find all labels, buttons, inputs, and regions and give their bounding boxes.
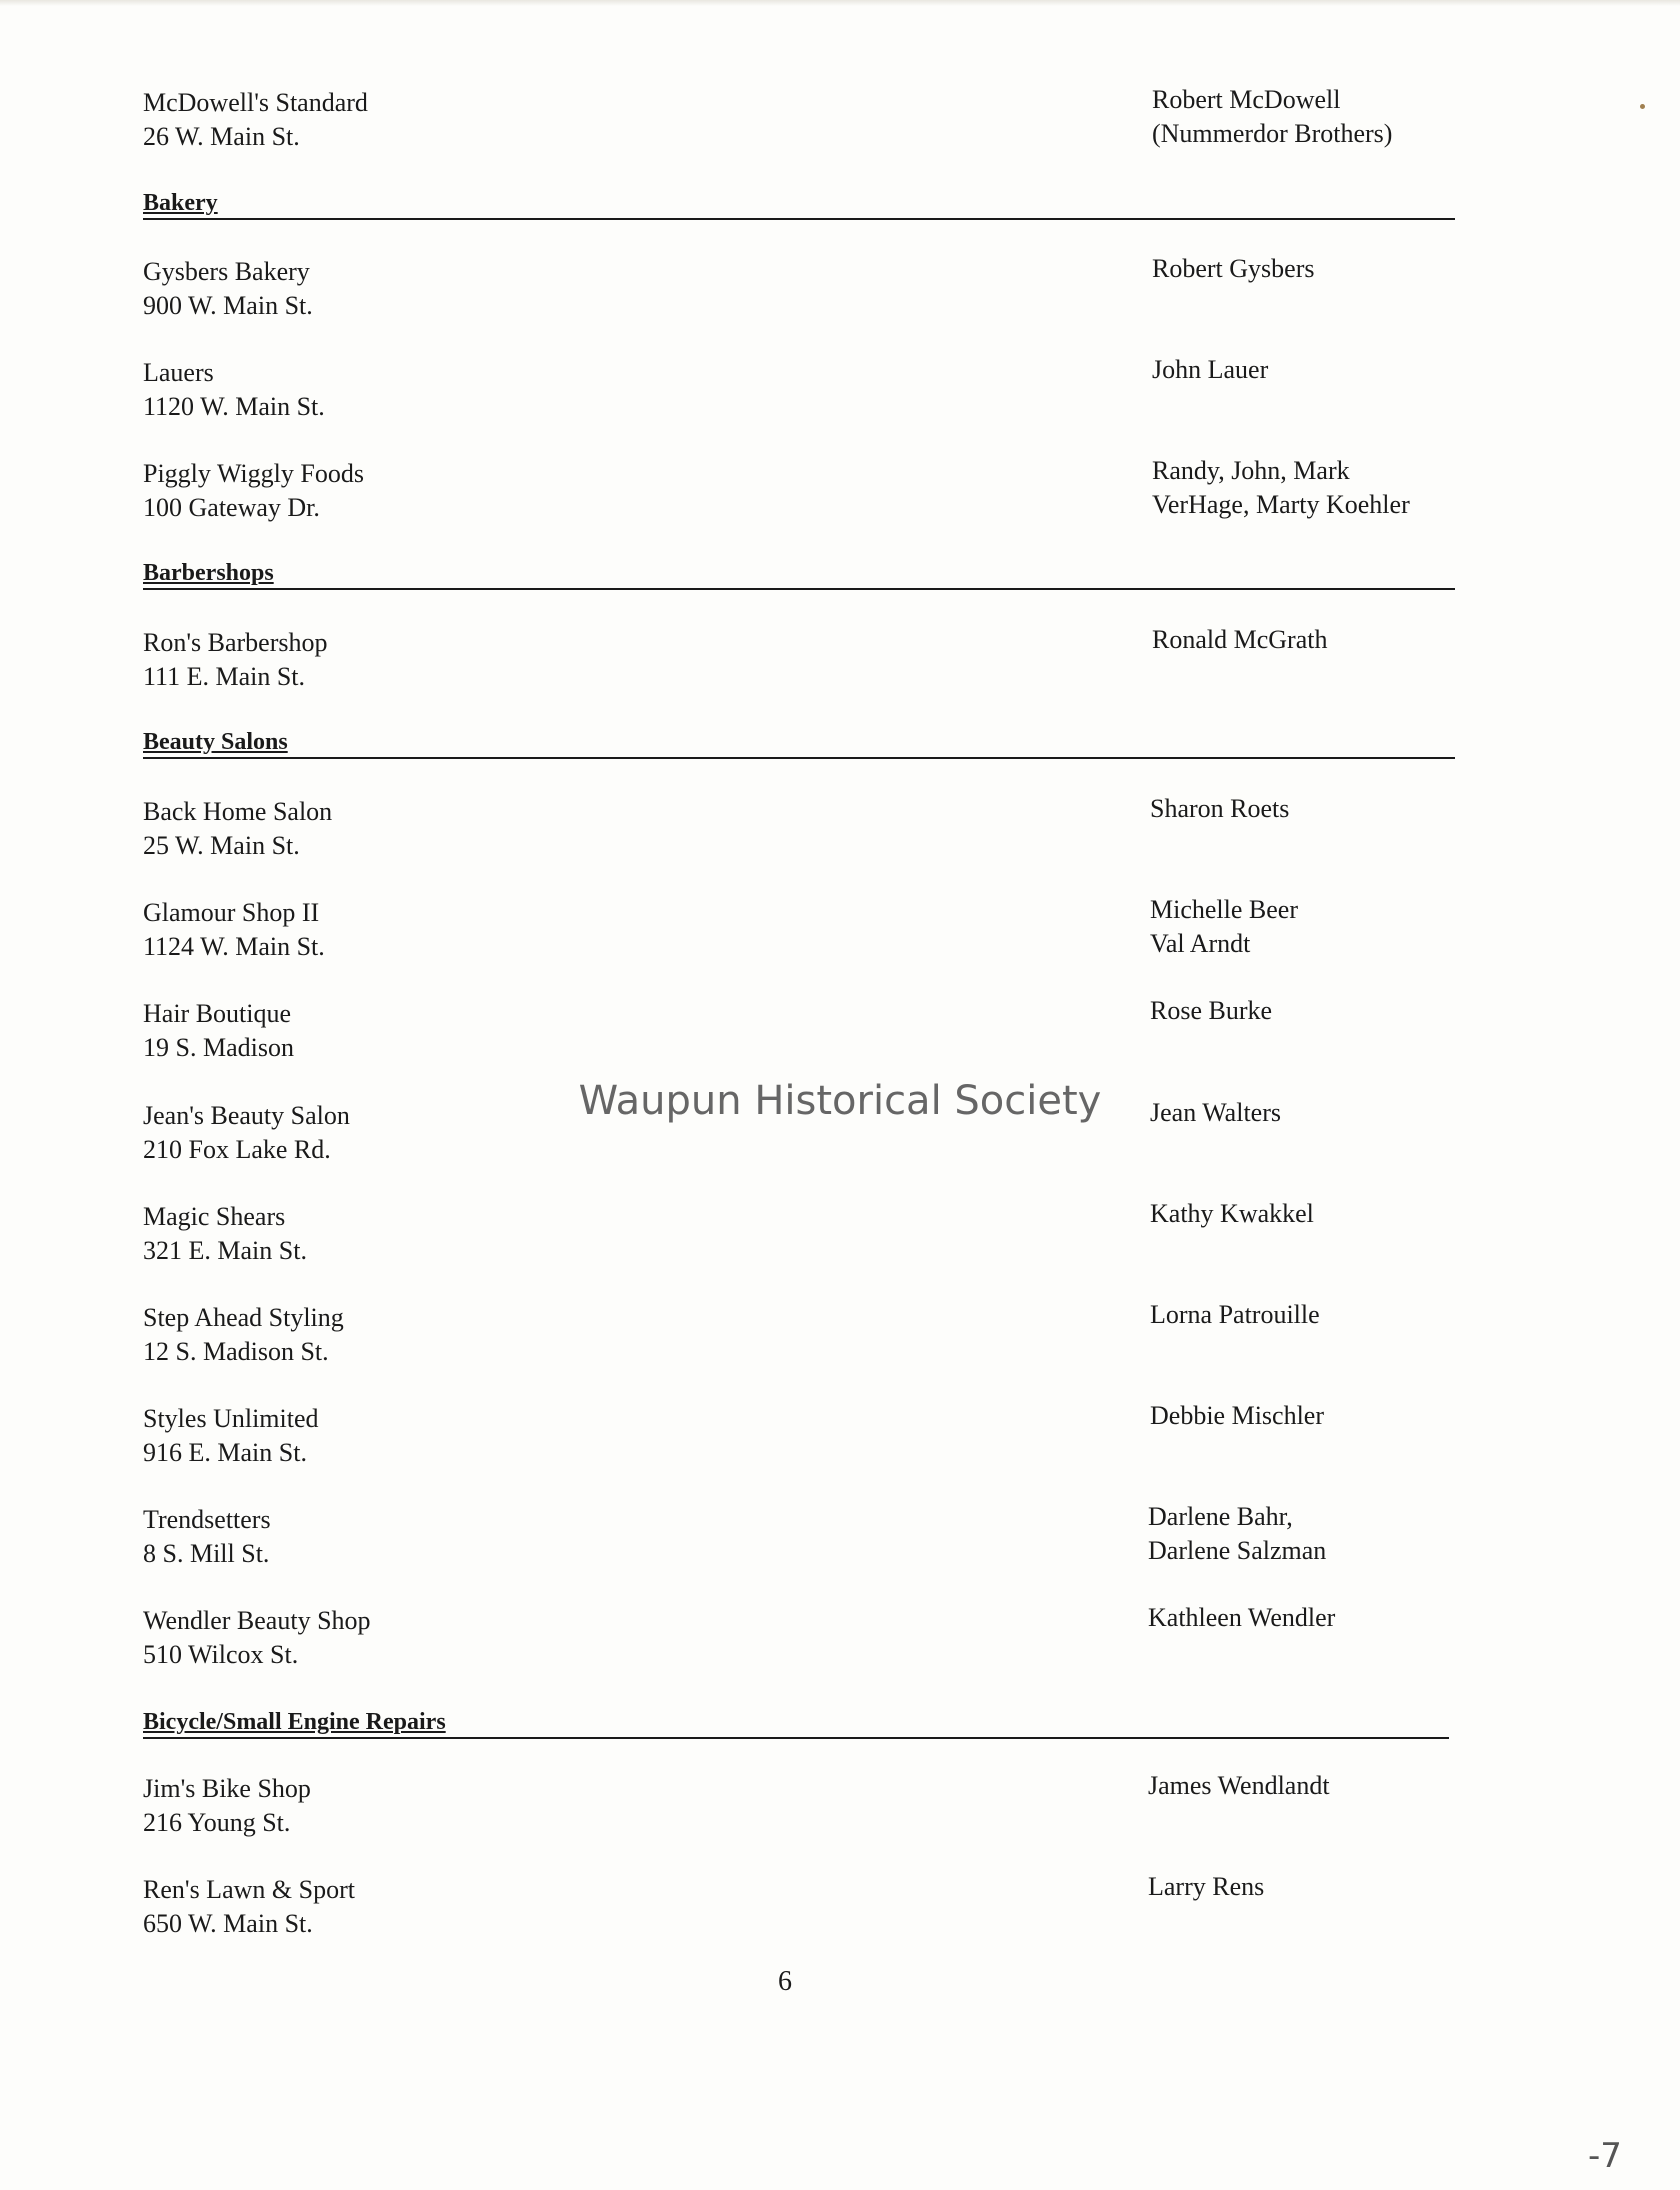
business-name: McDowell's Standard: [143, 88, 368, 117]
business-name: Magic Shears: [143, 1202, 286, 1231]
business-address: 1124 W. Main St.: [143, 932, 325, 961]
business-name: Gysbers Bakery: [143, 257, 310, 286]
business-name: Ren's Lawn & Sport: [143, 1875, 355, 1904]
section-heading: Bakery: [143, 184, 1455, 220]
business-name: Back Home Salon: [143, 797, 333, 826]
owner-name: Robert McDowell: [1152, 85, 1341, 114]
owner-name: Jean Walters: [1150, 1098, 1281, 1127]
owner-name: Rose Burke: [1150, 996, 1273, 1025]
business-address: 25 W. Main St.: [143, 831, 300, 860]
business-address: 216 Young St.: [143, 1808, 291, 1837]
business-address: 650 W. Main St.: [143, 1909, 313, 1938]
business-name: Trendsetters: [143, 1505, 271, 1534]
owner-name: Kathy Kwakkel: [1150, 1199, 1314, 1228]
business-name: Step Ahead Styling: [143, 1303, 344, 1332]
business-name: Styles Unlimited: [143, 1404, 319, 1433]
business-name: Ron's Barbershop: [143, 628, 328, 657]
business-address: 8 S. Mill St.: [143, 1539, 270, 1568]
business-address: 12 S. Madison St.: [143, 1337, 329, 1366]
business-address: 900 W. Main St.: [143, 291, 313, 320]
handwritten-page-mark: -7: [1588, 2136, 1622, 2176]
business-address: 916 E. Main St.: [143, 1438, 307, 1467]
section-heading: Barbershops: [143, 554, 1455, 590]
business-address: 321 E. Main St.: [143, 1236, 307, 1265]
business-address: 510 Wilcox St.: [143, 1640, 299, 1669]
page-number: 6: [778, 1966, 792, 1997]
owner-name: Lorna Patrouille: [1150, 1300, 1320, 1329]
owner-name: Val Arndt: [1150, 929, 1251, 958]
business-name: Lauers: [143, 358, 214, 387]
section-heading: Bicycle/Small Engine Repairs: [143, 1703, 1449, 1739]
owner-name: Robert Gysbers: [1152, 254, 1315, 283]
section-heading: Beauty Salons: [143, 723, 1455, 759]
owner-name: John Lauer: [1152, 355, 1269, 384]
business-address: 1120 W. Main St.: [143, 392, 325, 421]
owner-name: Larry Rens: [1148, 1872, 1265, 1901]
owner-name: Darlene Salzman: [1148, 1536, 1327, 1565]
business-name: Glamour Shop II: [143, 898, 320, 927]
owner-name: James Wendlandt: [1148, 1771, 1330, 1800]
owner-name: Randy, John, Mark: [1152, 456, 1350, 485]
owner-name: Michelle Beer: [1150, 895, 1298, 924]
owner-name: Debbie Mischler: [1150, 1401, 1325, 1430]
business-address: 111 E. Main St.: [143, 662, 306, 691]
business-name: Wendler Beauty Shop: [143, 1606, 371, 1635]
scan-edge: [0, 0, 1680, 6]
business-name: Jean's Beauty Salon: [143, 1101, 350, 1130]
owner-name: Kathleen Wendler: [1148, 1603, 1336, 1632]
business-address: 100 Gateway Dr.: [143, 493, 320, 522]
scan-speck: [1640, 104, 1645, 109]
business-address: 210 Fox Lake Rd.: [143, 1135, 331, 1164]
business-name: Jim's Bike Shop: [143, 1774, 311, 1803]
owner-name: VerHage, Marty Koehler: [1152, 490, 1410, 519]
business-name: Hair Boutique: [143, 999, 292, 1028]
owner-name: Ronald McGrath: [1152, 625, 1328, 654]
business-address: 19 S. Madison: [143, 1033, 294, 1062]
business-address: 26 W. Main St.: [143, 122, 300, 151]
owner-name: Darlene Bahr,: [1148, 1502, 1293, 1531]
business-name: Piggly Wiggly Foods: [143, 459, 364, 488]
watermark: Waupun Historical Society: [578, 1078, 1102, 1124]
owner-name: (Nummerdor Brothers): [1152, 119, 1393, 148]
owner-name: Sharon Roets: [1150, 794, 1290, 823]
